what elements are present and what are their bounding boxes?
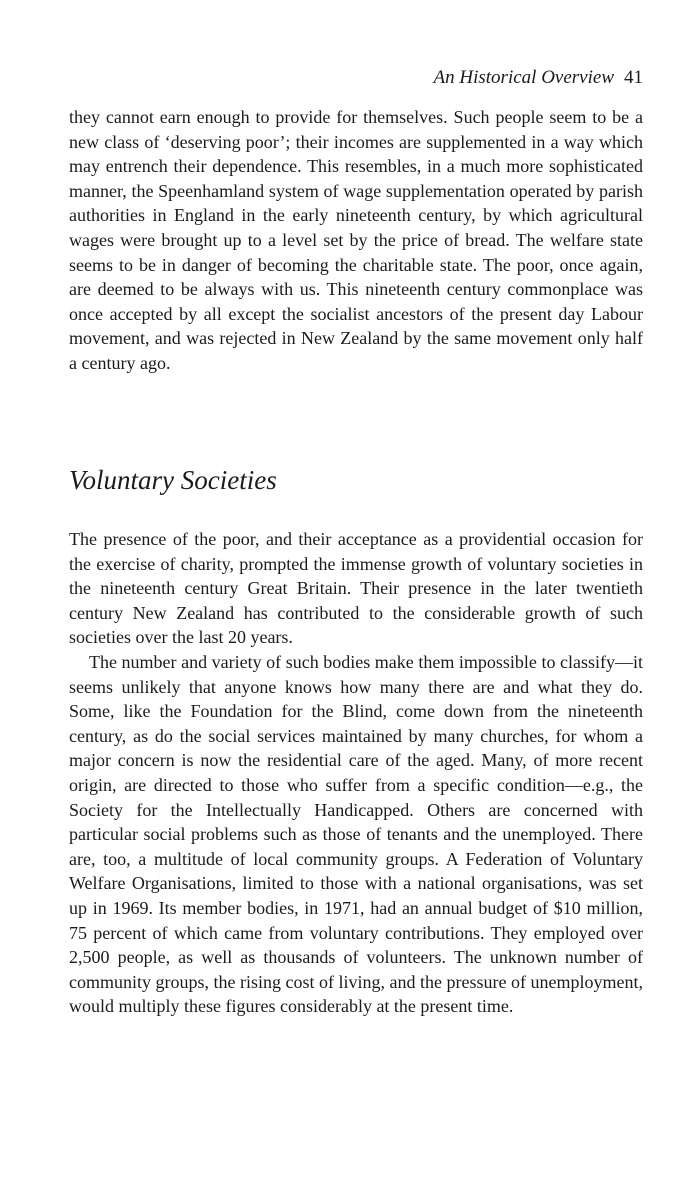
text-block-section bbox=[69, 527, 643, 1019]
paragraph: they cannot earn enough to provide for themselves. Such people seem to be a new class of ‘deserving poor’; their incomes are supplemented in a way which may entrench their dependence. This resembles, in a much more sophisticated manner, the Speenhamland system of wage supplementation operated by parish authorities in England in the early nineteenth century, by which agricultural wages were brought up to a level set by the price of bread. The welfare state seems to be in danger of becoming the charitable state. The poor, once again, are deemed to be always with us. This nineteenth century commonplace was once accepted by all except the socialist ancestors of the present day Labour movement, and was rejected in New Zealand by the same movement only half a century ago. bbox=[69, 107, 643, 373]
running-header bbox=[434, 67, 643, 89]
text-block-top bbox=[69, 105, 643, 376]
paragraph: The number and variety of such bodies make them impossible to classify—it seems unlikely that anyone knows how many there are and what they do. Some, like the Foundation for the Blind, come down from the nineteenth century, as do the social services maintained by many churches, for whom a major concern is now the residential care of the aged. Many, of more recent origin, are directed to those who suffer from a specific condition—e.g., the Society for the Intellectually Handicapped. Others are concerned with particular social problems such as those of tenants and the unemployed. There are, too, a multitude of local community groups. A Federation of Voluntary Welfare Organisations, limited to those with a national organisations, was set up in 1969. Its member bodies, in 1971, had an annual budget of $10 million, 75 percent of which came from voluntary contributions. They employed over 2,500 people, as well as thousands of volunteers. The unknown number of community groups, the rising cost of living, and the pressure of unemployment, would multiply these figures considerably at the present time. bbox=[69, 651, 643, 1017]
section-heading: Voluntary Societies bbox=[69, 465, 277, 495]
paragraph: The presence of the poor, and their acceptance as a providential occasion for the exercise of charity, prompted the immense growth of voluntary societies in the nineteenth century Great Britain. Their presence in the later twentieth century New Zealand has contributed to the considerable growth of such societies over the last 20 years. bbox=[69, 529, 643, 648]
page-number: 41 bbox=[624, 67, 643, 88]
running-title: An Historical Overview bbox=[433, 67, 614, 88]
